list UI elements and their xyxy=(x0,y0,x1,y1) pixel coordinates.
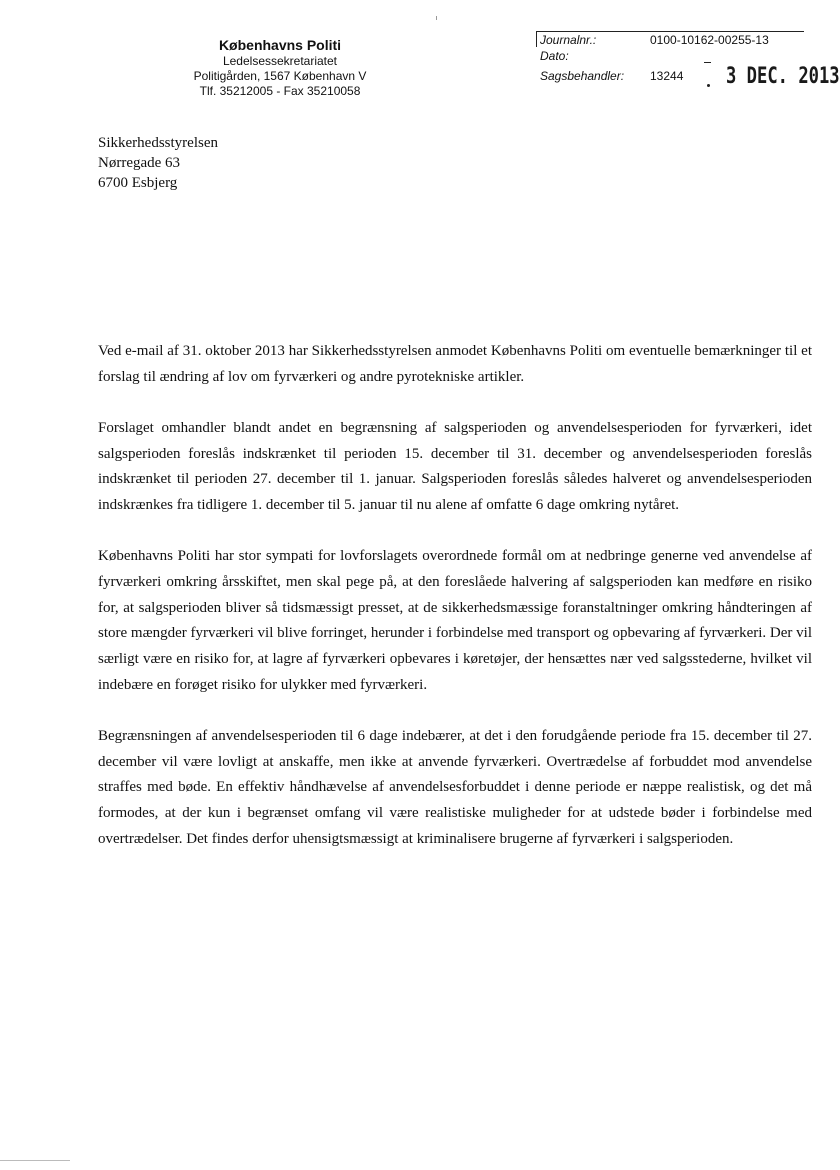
handler-label: Sagsbehandler: xyxy=(540,69,625,83)
body-paragraph: Begrænsningen af anvendelsesperioden til 6 dage indebærer, at det i den forudgående periode fra 15. december til 27. december vil være lovligt at anskaffe, men ikke at anvende fyrværkeri. Overtrædelse af forbuddet mod anvendelse straffes med bøde. En effektiv håndhævelse af anvendelsesforbuddet i denne periode er næppe realistisk, og det må formodes, at der kun i begrænset omfang vil være realistiske muligheder for at udstede bøder i forbindelse med overtrædelser. Det findes derfor uhensigtsmæssigt at kriminalisere brugerne af fyrværkeri i salgsperioden. xyxy=(98,727,812,847)
stamp-dot xyxy=(707,84,710,87)
journal-label: Journalnr.: xyxy=(540,33,597,47)
date-row xyxy=(540,49,569,64)
body-paragraph: Københavns Politi har stor sympati for lovforslagets overordnede formål om at nedbringe generne ved anvendelse af fyrværkeri omkring årsskiftet, men skal pege på, at den foreslåede halvering af salgsperioden kan medføre en risiko for, at salgsperioden bliver så tidsmæssigt presset, at de sikkerhedsmæssige foranstaltninger omkring håndteringen af store mængder fyrværkeri vil blive forringet, herunder i forbindelse med transport og opbevaring af fyrværkeri. Der vil særligt være en risiko for, at lagre af fyrværkeri opbevares i køretøjer, der hensættes nær ved salgsstederne, hvilket vil indebære en forøget risiko for ulykker med fyrværkeri. xyxy=(98,548,812,693)
meta-top-rule xyxy=(536,31,804,32)
recipient-city: 6700 Esbjerg xyxy=(98,175,178,191)
sender-block xyxy=(160,36,400,99)
body-paragraph: Ved e-mail af 31. oktober 2013 har Sikkerhedsstyrelsen anmodet Københavns Politi om eventuelle bemærkninger til et forslag til ændring af lov om fyrværkeri og andre pyrotekniske artikler. xyxy=(98,343,812,385)
journal-row xyxy=(540,33,769,48)
handler-row xyxy=(540,69,684,84)
footer-rule xyxy=(0,1160,70,1161)
body-paragraph: Forslaget omhandler blandt andet en begrænsning af salgsperioden og anvendelsesperioden for fyrværkeri, idet salgsperioden foreslås indskrænket til perioden 15. december til 31. december og anvendelsesperioden foreslås indskrænket til perioden 27. december til 1. januar. Salgsperioden foreslås således halveret og anvendelsesperioden indskrænkes fra tidligere 1. december til 5. januar til nu alene af omfatte 6 dage omkring nytåret. xyxy=(98,419,812,514)
handler-number: 13244 xyxy=(650,69,684,83)
sender-department: Ledelsessekretariatet xyxy=(222,54,338,68)
meta-side-rule xyxy=(536,31,537,47)
recipient-name: Sikkerhedsstyrelsen xyxy=(98,135,218,151)
scan-speck xyxy=(436,16,437,20)
sender-name: Københavns Politi xyxy=(218,37,342,53)
sender-phone: Tlf. 35212005 - Fax 35210058 xyxy=(199,84,361,98)
date-stamp: 3 DEC. 2013 xyxy=(726,64,840,89)
stamp-dash xyxy=(704,62,711,63)
date-label: Dato: xyxy=(540,49,569,63)
letter-body xyxy=(98,339,812,878)
journal-number: 0100-10162-00255-13 xyxy=(650,33,769,47)
recipient-street: Nørregade 63 xyxy=(98,155,181,171)
recipient-address xyxy=(98,133,218,193)
sender-address: Politigården, 1567 København V xyxy=(193,69,367,83)
